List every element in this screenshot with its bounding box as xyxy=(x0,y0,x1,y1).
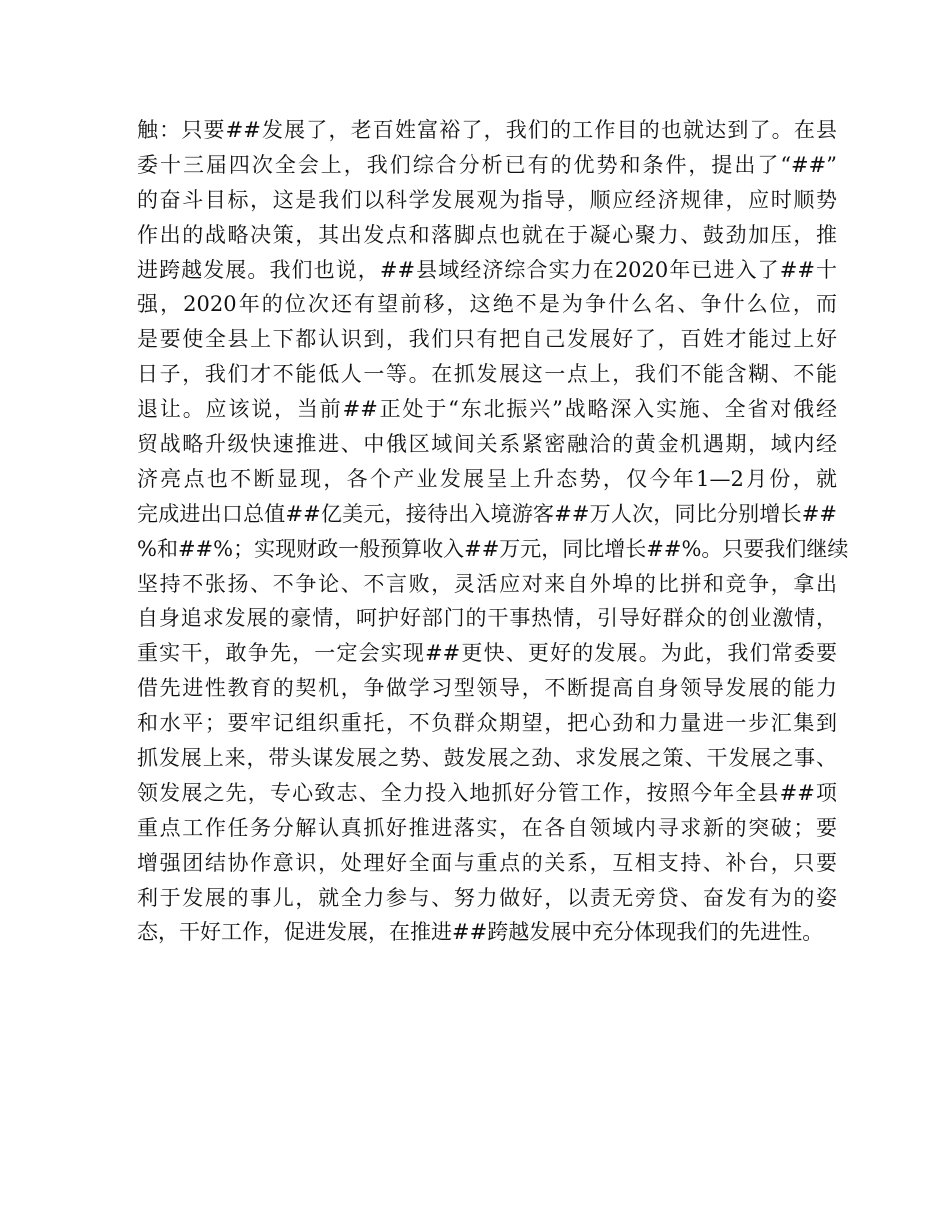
text-line-10: 贸战略升级快速推进、中俄区域间关系紧密融洽的黄金机遇期，域内经 xyxy=(137,432,837,457)
text-line-22: 增强团结协作意识，处理好全面与重点的关系，互相支持、补台，只要 xyxy=(137,850,837,875)
text-line-6: 强，2020年的位次还有望前移，这绝不是为争什么名、争什么位，而 xyxy=(137,292,837,317)
text-line-13: %和##%；实现财政一般预算收入##万元，同比增长##%。只要我们继续 xyxy=(137,536,849,561)
text-line-15: 自身追求发展的豪情，呵护好部门的干事热情，引导好群众的创业激情， xyxy=(137,606,837,631)
text-line-23: 利于发展的事儿，就全力参与、努力做好，以责无旁贷、奋发有为的姿 xyxy=(137,885,837,910)
text-line-21: 重点工作任务分解认真抓好推进落实，在各自领域内寻求新的突破；要 xyxy=(137,815,837,840)
text-line-9: 退让。应该说，当前##正处于“东北振兴”战略深入实施、全省对俄经 xyxy=(137,397,837,422)
body-paragraph xyxy=(137,113,849,950)
text-line-7: 是要使全县上下都认识到，我们只有把自己发展好了，百姓才能过上好 xyxy=(137,327,837,352)
text-line-20: 领发展之先，专心致志、全力投入地抓好分管工作，按照今年全县##项 xyxy=(137,780,837,805)
text-line-1: 触：只要##发展了，老百姓富裕了，我们的工作目的也就达到了。在县 xyxy=(137,118,837,142)
text-line-24: 态，干好工作，促进发展，在推进##跨越发展中充分体现我们的先进性。 xyxy=(137,920,824,945)
text-line-5: 进跨越发展。我们也说，##县域经济综合实力在2020年已进入了##十 xyxy=(137,257,837,282)
text-line-12: 完成进出口总值##亿美元，接待出入境游客##万人次，同比分别增长## xyxy=(137,501,837,526)
text-line-19: 抓发展上来，带头谋发展之势、鼓发展之劲、求发展之策、干发展之事、 xyxy=(137,746,837,771)
text-line-2: 委十三届四次全会上，我们综合分析已有的优势和条件，提出了“##” xyxy=(137,152,837,177)
text-line-3: 的奋斗目标，这是我们以科学发展观为指导，顺应经济规律，应时顺势 xyxy=(137,187,837,212)
text-line-8: 日子，我们才不能低人一等。在抓发展这一点上，我们不能含糊、不能 xyxy=(137,362,837,387)
text-line-18: 和水平；要牢记组织重托，不负群众期望，把心劲和力量进一步汇集到 xyxy=(137,711,837,736)
text-line-16: 重实干，敢争先，一定会实现##更快、更好的发展。为此，我们常委要 xyxy=(137,641,837,666)
text-line-11: 济亮点也不断显现，各个产业发展呈上升态势，仅今年1—2月份，就 xyxy=(137,466,837,491)
text-line-4: 作出的战略决策，其出发点和落脚点也就在于凝心聚力、鼓劲加压，推 xyxy=(137,222,837,247)
text-line-17: 借先进性教育的契机，争做学习型领导，不断提高自身领导发展的能力 xyxy=(137,676,837,701)
text-line-14: 坚持不张扬、不争论、不言败，灵活应对来自外埠的比拼和竞争，拿出 xyxy=(137,571,837,596)
